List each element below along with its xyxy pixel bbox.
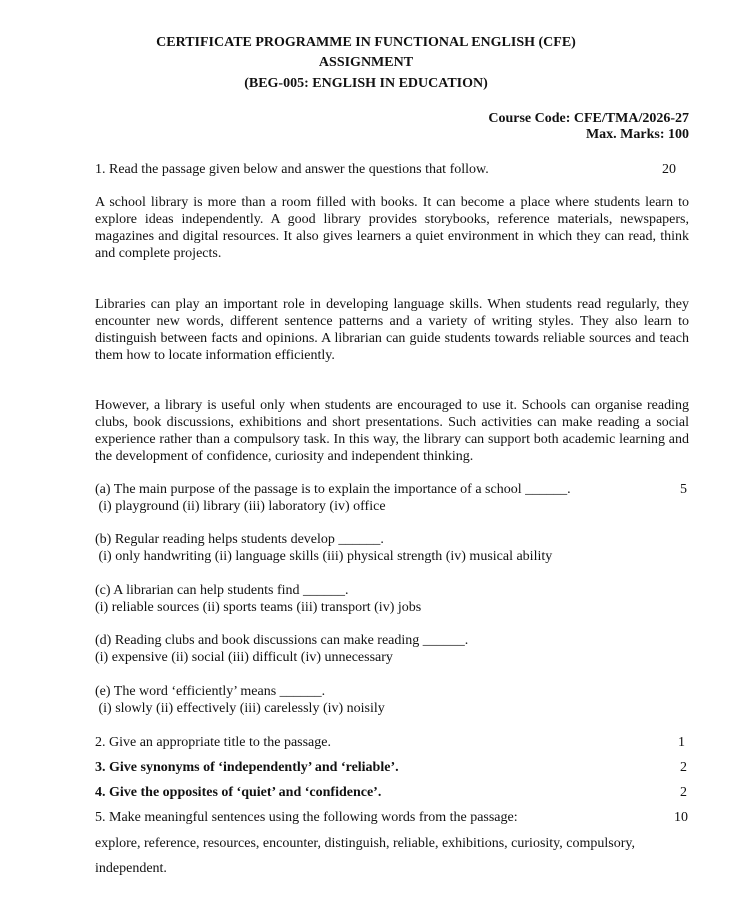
mcq-b-question: (b) Regular reading helps students develop ______. — [95, 532, 384, 547]
course-subtitle: (BEG-005: ENGLISH IN EDUCATION) — [244, 76, 488, 91]
passage-paragraph-1: A school library is more than a room filled with books. It can become a place where students learn to explore ideas independently. A good library provides storybooks, reference materials, newspapers, magazines and digital resources. It also gives learners a quiet environment in which they can read, think and complete projects. — [95, 195, 689, 261]
q5-marks: 10 — [674, 810, 688, 825]
q1-marks: 20 — [662, 162, 676, 177]
mcq-e-options: (i) slowly (ii) effectively (iii) carelessly (iv) noisily — [95, 701, 385, 716]
programme-title: CERTIFICATE PROGRAMME IN FUNCTIONAL ENGLISH (CFE) — [156, 35, 576, 50]
max-marks: Max. Marks: 100 — [585, 127, 689, 142]
q4-text: 4. Give the opposites of ‘quiet’ and ‘confidence’. — [95, 785, 382, 800]
mcq-e-question: (e) The word ‘efficiently’ means ______. — [95, 684, 326, 699]
mcq-c-options: (i) reliable sources (ii) sports teams (iii) transport (iv) jobs — [95, 600, 422, 615]
q5-words-line-2: independent. — [95, 861, 167, 876]
q3-text: 3. Give synonyms of ‘independently’ and ‘reliable’. — [95, 760, 399, 775]
mcq-a-question: (a) The main purpose of the passage is to explain the importance of a school ______. — [95, 482, 571, 497]
mcq-b-options: (i) only handwriting (ii) language skills (iii) physical strength (iv) musical ability — [95, 549, 553, 564]
q5-text: 5. Make meaningful sentences using the following words from the passage: — [95, 810, 518, 825]
q3-marks: 2 — [680, 760, 687, 775]
q2-marks: 1 — [678, 735, 685, 750]
q4-marks: 2 — [680, 785, 687, 800]
mcq-marks: 5 — [680, 482, 687, 497]
passage-paragraph-3: However, a library is useful only when students are encouraged to use it. Schools can organise reading clubs, book discussions, exhibitions and short presentations. Such activities can make reading a social experience rather than a compulsory task. In this way, the library can support both academic learning and the development of confidence, curiosity and independent thinking. — [95, 398, 689, 464]
q1-instruction: 1. Read the passage given below and answer the questions that follow. — [95, 162, 489, 177]
mcq-d-options: (i) expensive (ii) social (iii) difficult (iv) unnecessary — [95, 650, 393, 665]
passage-paragraph-2: Libraries can play an important role in developing language skills. When students read regularly, they encounter new words, different sentence patterns and a variety of writing styles. They also learn to distinguish between facts and opinions. A librarian can guide students towards reliable sources and teach them how to locate information efficiently. — [95, 297, 689, 363]
q5-words-line-1: explore, reference, resources, encounter, distinguish, reliable, exhibitions, curiosity, compulsory, — [95, 836, 635, 851]
mcq-c-question: (c) A librarian can help students find ______. — [95, 583, 349, 598]
course-code: Course Code: CFE/TMA/2026-27 — [488, 111, 689, 126]
assignment-heading: ASSIGNMENT — [318, 55, 414, 70]
mcq-a-options: (i) playground (ii) library (iii) laboratory (iv) office — [95, 499, 386, 514]
q2-text: 2. Give an appropriate title to the passage. — [95, 735, 331, 750]
mcq-d-question: (d) Reading clubs and book discussions can make reading ______. — [95, 633, 469, 648]
